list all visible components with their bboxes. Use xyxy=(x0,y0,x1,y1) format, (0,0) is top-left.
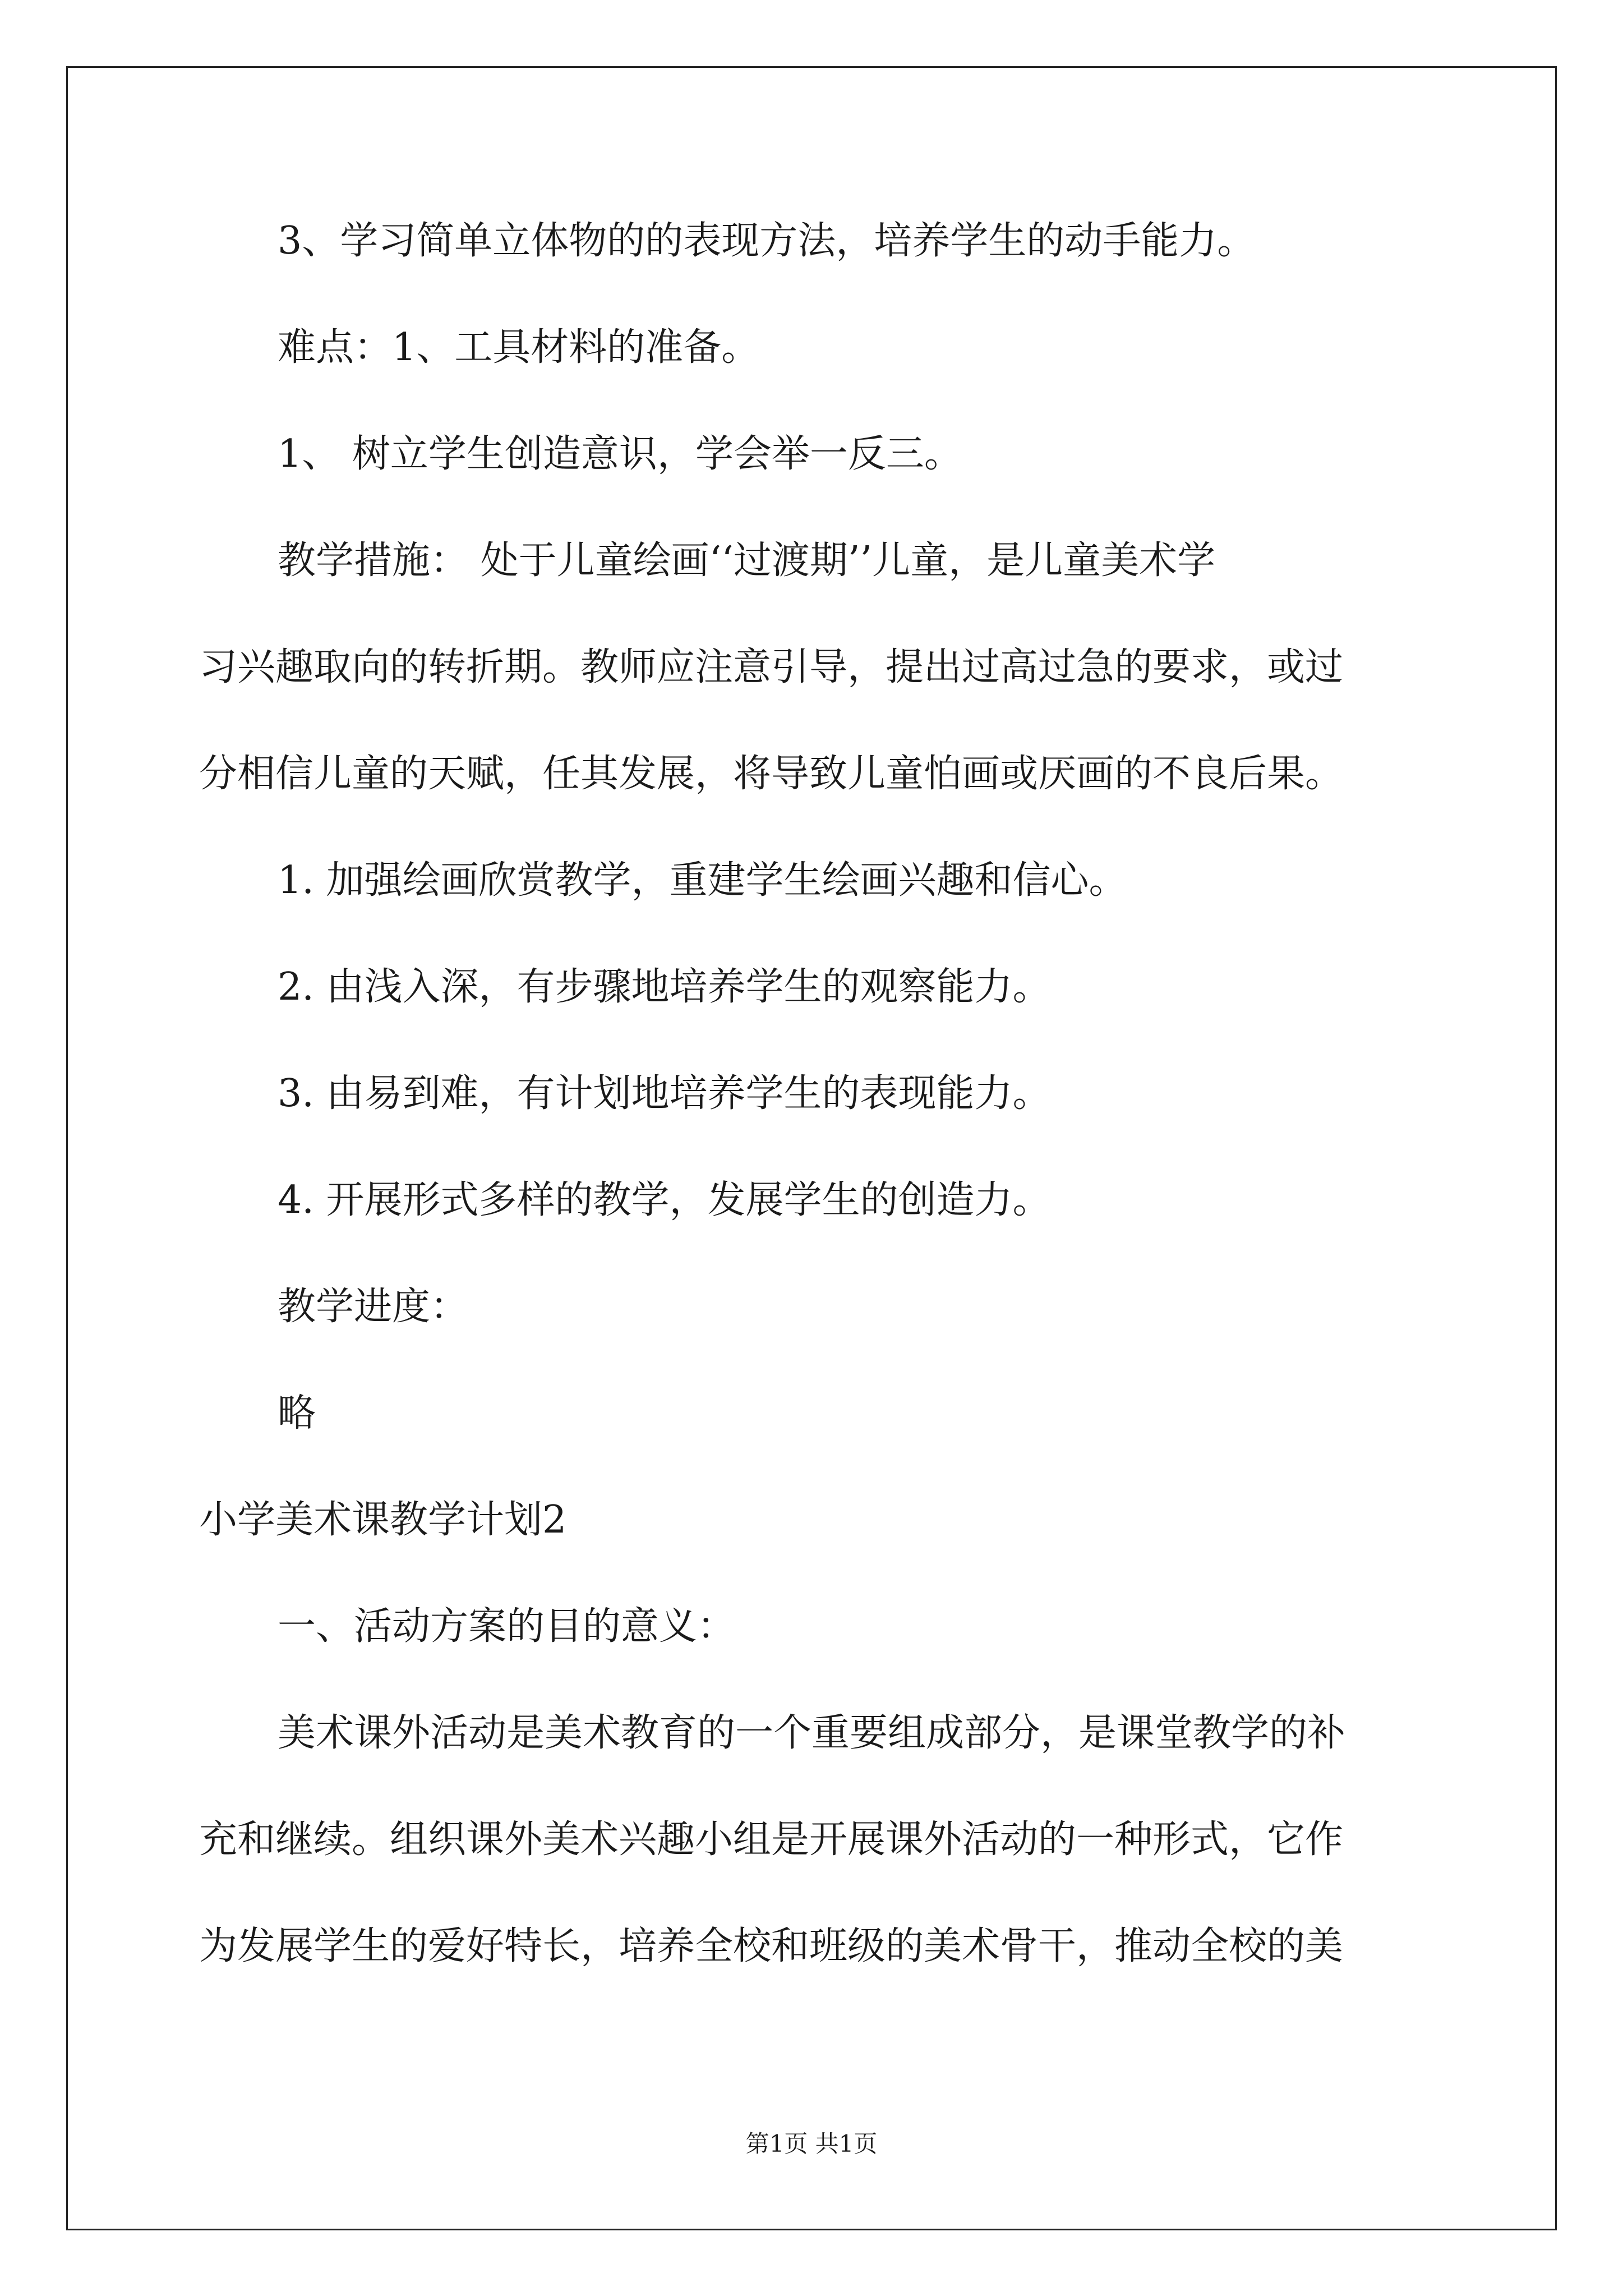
paragraph-line: 略 xyxy=(278,1391,316,1435)
paragraph-line: 充和继续。组织课外美术兴趣小组是开展课外活动的一种形式，它作 xyxy=(199,1818,1344,1862)
paragraph-line: 习兴趣取向的转折期。教师应注意引导，提出过高过急的要求，或过 xyxy=(199,645,1344,689)
paragraph-line: 2. 由浅入深，有步骤地培养学生的观察能力。 xyxy=(278,965,1051,1009)
paragraph-line: 3. 由易到难，有计划地培养学生的表现能力。 xyxy=(278,1071,1051,1116)
section-heading: 小学美术课教学计划2 xyxy=(199,1498,567,1542)
paragraph-line: 1. 加强绘画欣赏教学，重建学生绘画兴趣和信心。 xyxy=(278,858,1127,903)
paragraph-line: 美术课外活动是美术教育的一个重要组成部分，是课堂教学的补 xyxy=(278,1711,1346,1755)
paragraph-line: 一、活动方案的目的意义： xyxy=(278,1604,736,1649)
page-border xyxy=(66,66,1557,2230)
paragraph-line: 教学措施： 处于儿童绘画‘‘过渡期’’儿童，是儿童美术学 xyxy=(278,539,1216,583)
paragraph-line: 3、学习简单立体物的的表现方法，培养学生的动手能力。 xyxy=(278,219,1256,263)
paragraph-line: 1、 树立学生创造意识，学会举一反三。 xyxy=(278,432,962,476)
paragraph-line: 难点：1、工具材料的准备。 xyxy=(278,325,760,370)
paragraph-line: 教学进度： xyxy=(278,1285,469,1329)
page-footer: 第1页 共1页 xyxy=(745,2130,878,2157)
paragraph-line: 分相信儿童的天赋，任其发展，将导致儿童怕画或厌画的不良后果。 xyxy=(199,752,1344,796)
paragraph-line: 4. 开展形式多样的教学，发展学生的创造力。 xyxy=(278,1178,1051,1222)
paragraph-line: 为发展学生的爱好特长，培养全校和班级的美术骨干，推动全校的美 xyxy=(199,1924,1344,1968)
